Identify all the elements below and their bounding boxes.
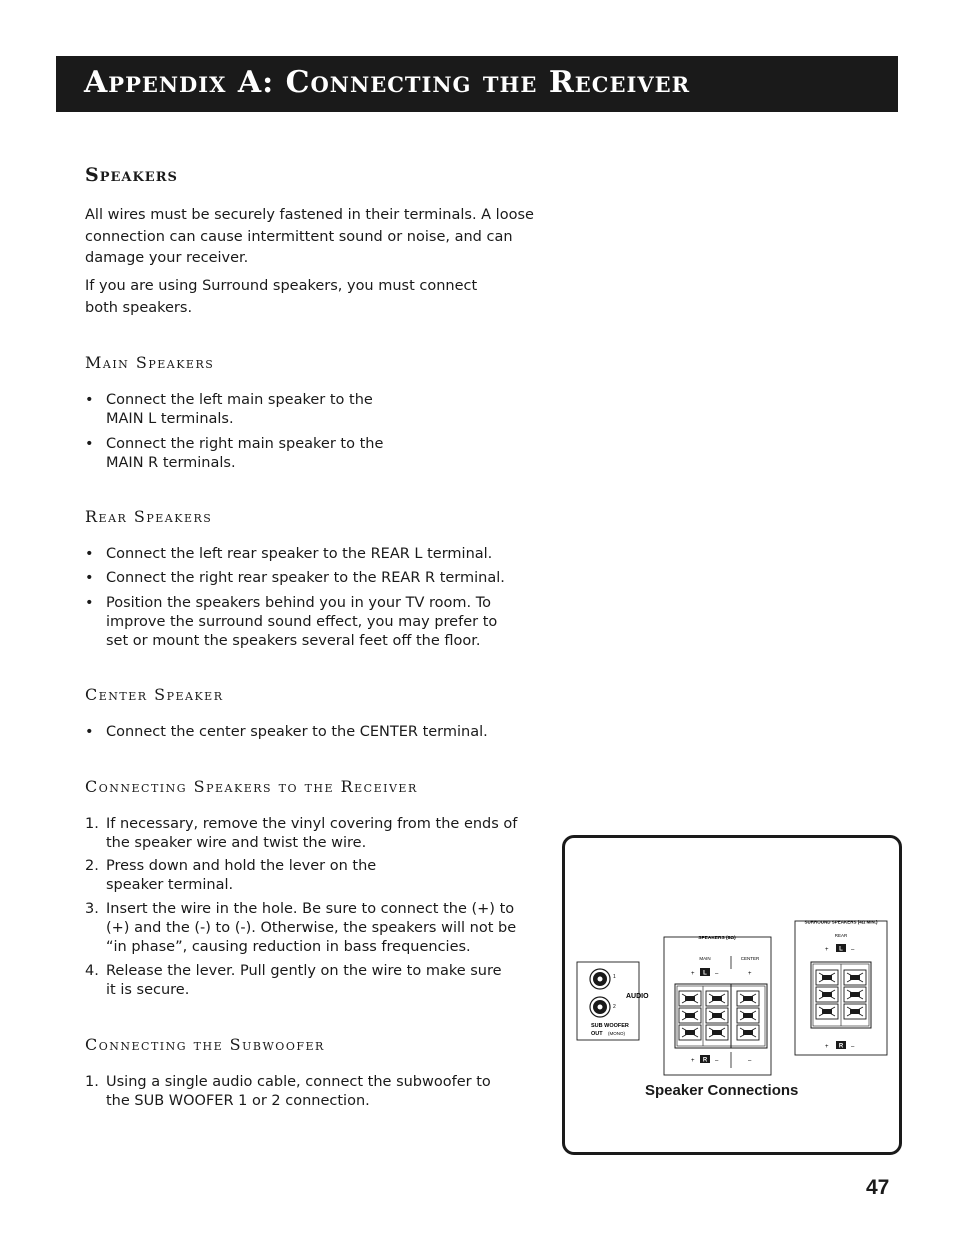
terminal-icon [737, 1008, 759, 1023]
page-title: Appendix A: Connecting the Receiver [84, 65, 691, 100]
text-line: Connect the right rear speaker to the REAR R terminal. [106, 570, 505, 586]
rear-label: REAR [834, 933, 848, 938]
list-item [85, 569, 540, 588]
step-number: 2. [85, 858, 99, 874]
right-channel-label: R [702, 1057, 708, 1064]
text-line: If you are using Surround speakers, you must connect [85, 278, 478, 294]
bullet-marker: • [85, 546, 94, 562]
terminal-icon [706, 1008, 728, 1023]
step-number: 4. [85, 963, 99, 979]
minus-sign: – [715, 971, 719, 977]
terminal-icon [816, 1004, 838, 1019]
surround-speakers-panel [795, 920, 887, 1056]
rca-jack-1-icon [590, 969, 610, 989]
plus-sign: + [748, 971, 752, 977]
minus-sign: – [851, 1044, 855, 1050]
step-number: 1. [85, 816, 99, 832]
list-item [85, 545, 540, 564]
text-line: it is secure. [106, 982, 190, 998]
subheading-center-speaker: Center Speaker [85, 685, 224, 704]
terminal-icon [737, 1025, 759, 1040]
audio-label: AUDIO [626, 993, 649, 1000]
text-line: MAIN L terminals. [106, 411, 234, 427]
list-item [85, 962, 540, 1000]
terminal-icon [844, 970, 866, 985]
terminal-icon [706, 1025, 728, 1040]
list-item [85, 815, 540, 853]
list-item [85, 1073, 540, 1111]
subwoofer-audio-panel [577, 962, 649, 1040]
plus-sign: + [825, 947, 829, 953]
receiver-back-panel-diagram [565, 838, 899, 1152]
text-line: Connect the right main speaker to the [106, 436, 384, 452]
terminal-icon [706, 991, 728, 1006]
step-number: 3. [85, 901, 99, 917]
speakers-terminal-panel [664, 935, 771, 1075]
rear-left-label: L [839, 946, 843, 953]
text-line: Connect the left rear speaker to the REAR L terminal. [106, 546, 493, 562]
bullet-marker: • [85, 436, 94, 452]
center-label: CENTER [740, 956, 760, 961]
text-line: All wires must be securely fastened in their terminals. A loose [85, 207, 534, 223]
subheading-rear-speakers: Rear Speakers [85, 507, 213, 526]
text-line: “in phase”, causing reduction in bass frequencies. [106, 939, 471, 955]
out-label: OUT [591, 1031, 603, 1037]
text-line: Connect the center speaker to the CENTER terminal. [106, 724, 488, 740]
terminal-icon [679, 1008, 701, 1023]
text-line: connection can cause intermittent sound or noise, and can [85, 228, 513, 245]
text-line: the speaker wire and twist the wire. [106, 835, 367, 851]
bullet-marker: • [85, 595, 94, 611]
list-item [85, 857, 540, 895]
subheading-main-speakers: Main Speakers [85, 353, 215, 372]
terminal-icon [816, 970, 838, 985]
text-line: Using a single audio cable, connect the subwoofer to [106, 1074, 491, 1090]
bullet-marker: • [85, 392, 94, 408]
text-line: (+) and the (-) to (-). Otherwise, the speakers will not be [106, 920, 517, 936]
list-item [85, 391, 540, 429]
list-item [85, 435, 540, 473]
text-line: Release the lever. Pull gently on the wire to make sure [106, 963, 502, 979]
text-line: Connect the left main speaker to the [106, 392, 373, 408]
text-line: improve the surround sound effect, you may prefer to [106, 614, 498, 630]
page-number: 47 [866, 1176, 890, 1199]
plus-sign: + [691, 971, 695, 977]
bullet-marker: • [85, 724, 94, 740]
terminal-icon [679, 1025, 701, 1040]
minus-sign: – [715, 1058, 719, 1064]
terminal-icon [844, 987, 866, 1002]
text-line: Position the speakers behind you in your TV room. To [106, 595, 491, 611]
minus-sign: – [851, 947, 855, 953]
text-line: the SUB WOOFER 1 or 2 connection. [106, 1093, 370, 1109]
speakers-paragraph-2 [85, 276, 477, 319]
mono-label: (MONO) [608, 1031, 625, 1036]
main-label: MAIN [699, 956, 711, 961]
plus-sign: + [691, 1058, 695, 1064]
text-line: Press down and hold the lever on the [106, 858, 377, 874]
text-line: speaker terminal. [106, 877, 234, 893]
minus-sign: – [748, 1058, 752, 1064]
figure-caption: Speaker Connections [645, 1082, 799, 1099]
plus-sign: + [825, 1044, 829, 1050]
speakers-panel-title: SPEAKERS (8Ω) [698, 936, 736, 941]
terminal-icon [844, 1004, 866, 1019]
subheading-connecting-speakers: Connecting Speakers to the Receiver [85, 777, 418, 796]
text-line: MAIN R terminals. [106, 455, 236, 471]
step-number: 1. [85, 1074, 99, 1090]
text-line: damage your receiver. [85, 250, 249, 266]
speakers-paragraph-1 [85, 205, 534, 270]
bullet-marker: • [85, 570, 94, 586]
jack-1-label: 1 [613, 974, 616, 980]
speaker-connections-figure [562, 835, 902, 1155]
terminal-icon [816, 987, 838, 1002]
terminal-icon [679, 991, 701, 1006]
text-line: both speakers. [85, 299, 193, 316]
subheading-connecting-subwoofer: Connecting the Subwoofer [85, 1035, 325, 1054]
left-channel-label: L [703, 970, 707, 977]
list-item [85, 723, 540, 742]
surround-panel-title: SURROUND SPEAKERS (4Ω MIN.) [804, 919, 878, 925]
jack-2-label: 2 [613, 1004, 616, 1010]
text-line: set or mount the speakers several feet off the floor. [106, 633, 481, 649]
header-banner [56, 56, 898, 112]
text-line: Insert the wire in the hole. Be sure to connect the (+) to [106, 901, 515, 917]
section-heading-speakers: Speakers [85, 164, 178, 186]
sub-woofer-label: SUB WOOFER [591, 1023, 629, 1029]
terminal-icon [737, 991, 759, 1006]
rear-right-label: R [838, 1043, 844, 1050]
rca-jack-2-icon [590, 997, 610, 1017]
list-item [85, 594, 540, 651]
text-line: If necessary, remove the vinyl covering from the ends of [106, 816, 518, 832]
list-item [85, 900, 540, 957]
